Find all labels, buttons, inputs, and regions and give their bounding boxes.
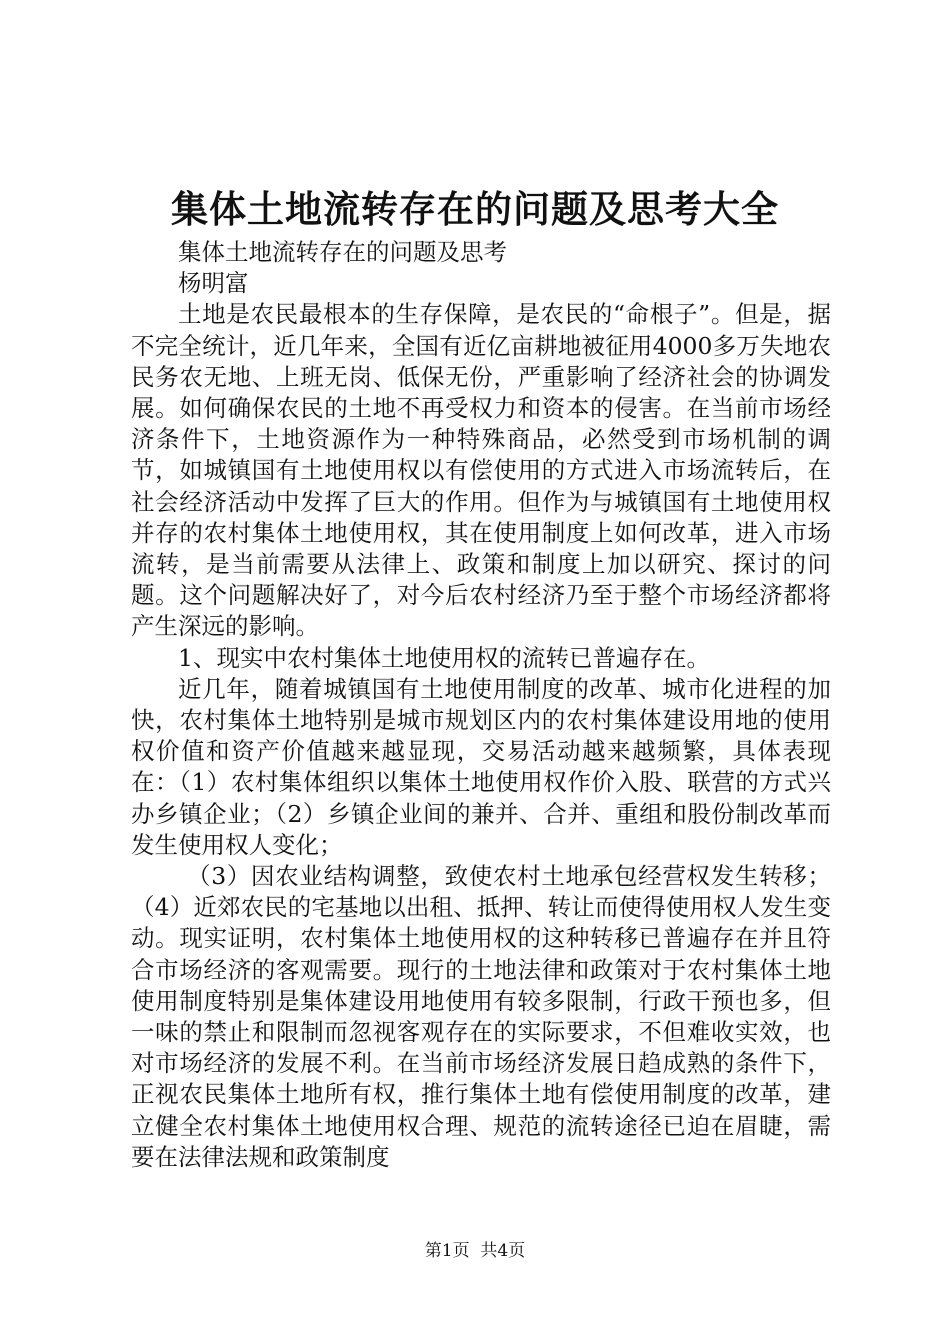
body-paragraph: 土地是农民最根本的生存保障，是农民的“命根子”。但是，据不完全统计，近几年来，全国有近亿亩耕地被征用4000多万失地农民务农无地、上班无岗、低保无份，严重影响了经济社会的协调发展。如何确保农民的土地不再受权力和资本的侵害。在当前市场经济条件下，土地资源作为一种特殊商品，必然受到市场机制的调节，如城镇国有土地使用权以有偿使用的方式进入市场流转后，在社会经济活动中发挥了巨大的作用。但作为与城镇国有土地使用权并存的农村集体土地使用权，其在使用制度上如何改革，进入市场流转，是当前需要从法律上、政策和制度上加以研究、探讨的问题。这个问题解决好了，对今后农村经济乃至于整个市场经济都将产生深远的影响。 — [131, 300, 831, 641]
subtitle-paragraph: 集体土地流转存在的问题及思考 — [178, 238, 507, 266]
author-paragraph: 杨明富 — [178, 269, 249, 298]
body-paragraph: （3）因农业结构调整，致使农村土地承包经营权发生转移；（4）近郊农民的宅基地以出租、抵押、转让而使得使用权人发生变动。现实证明，农村集体土地使用权的这种转移已普遍存在并且符合市场经济的客观需要。现行的土地法律和政策对于农村集体土地使用制度特别是集体建设用地使用有较多限制，行政干预也多，但一味的禁止和限制而忽视客观存在的实际要求，不但难收实效，也对市场经济的发展不利。在当前市场经济发展日趋成熟的条件下，正视农民集体土地所有权，推行集体土地有偿使用制度的改革，建立健全农村集体土地使用权合理、规范的流转途径已迫在眉睫，需要在法律法规和政策制度 — [131, 862, 831, 1171]
section-heading: 1、现实中农村集体土地使用权的流转已普遍存在。 — [178, 643, 710, 672]
page-footer — [0, 1240, 950, 1262]
body-paragraph: 近几年，随着城镇国有土地使用制度的改革、城市化进程的加快，农村集体土地特别是城市规划区内的农村集体建设用地的使用权价值和资产价值越来越显现，交易活动越来越频繁，具体表现在：（1）农村集体组织以集体土地使用权作价入股、联营的方式兴办乡镇企业；（2）乡镇企业间的兼并、合并、重组和股份制改革而发生使用权人变化； — [131, 674, 831, 859]
page-number: 第1页 共4页 — [424, 1241, 526, 1261]
document-title: 集体土地流转存在的问题及思考大全 — [171, 187, 779, 231]
document-body — [131, 237, 831, 1173]
